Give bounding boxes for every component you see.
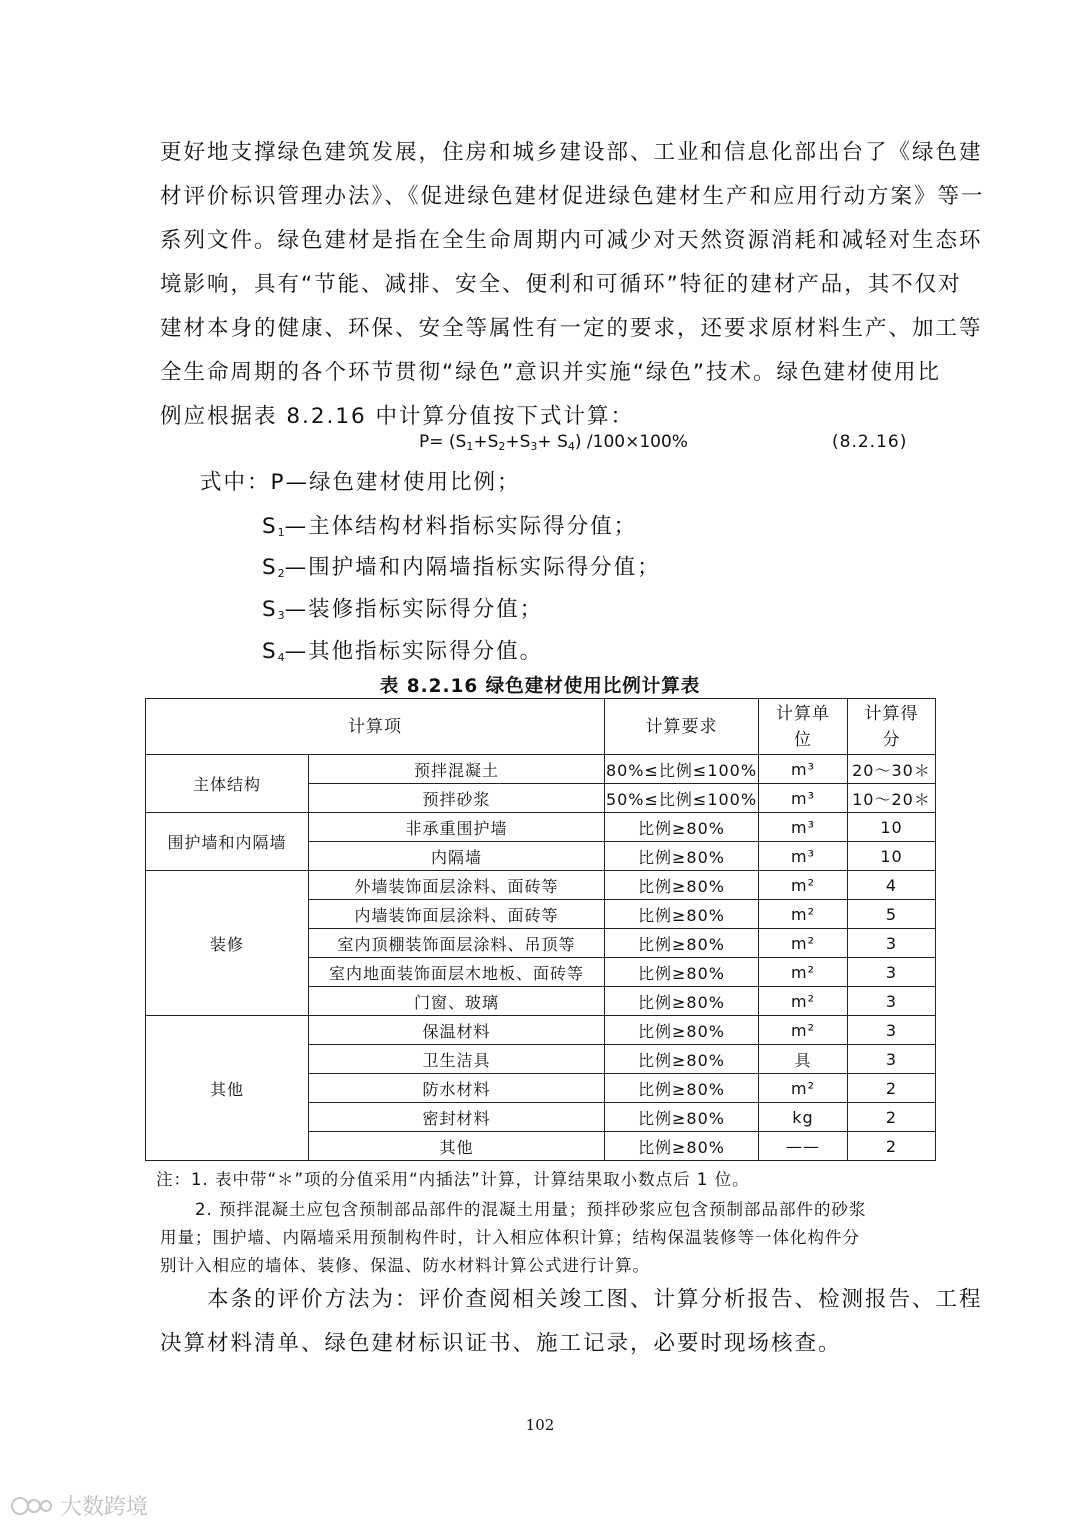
intro-line: 境影响，具有“节能、减排、安全、便利和可循环”特征的建材产品，其不仅对: [160, 272, 962, 297]
cell-item: 预拌砂浆: [309, 784, 605, 813]
cell-score: 20～30＊: [848, 755, 936, 784]
formula-row: [0, 428, 1080, 458]
cell-item: 外墙装饰面层涂料、面砖等: [309, 871, 605, 900]
definition-item: $S_4—$其他指标实际得分值。: [262, 639, 544, 664]
table-row: [146, 755, 936, 784]
table-header-row: [146, 699, 936, 755]
cell-unit: m³: [759, 842, 848, 871]
definition-item: $S_1—$主体结构材料指标实际得分值；: [262, 514, 638, 539]
cell-item: 门窗、玻璃: [309, 987, 605, 1016]
cell-requirement: 比例≥80%: [605, 1045, 759, 1074]
formula: $P= (S_1+S_2+S_3+ S_4)$ /100×100%: [419, 432, 688, 453]
cell-requirement: 比例≥80%: [605, 900, 759, 929]
header-requirement: 计算要求: [605, 699, 759, 755]
table-notes: [156, 1166, 936, 1280]
note-line: 2. 预拌混凝土应包含预制部品部件的混凝土用量；预拌砂浆应包含预制部品部件的砂浆: [160, 1200, 867, 1219]
cell-unit: m²: [759, 929, 848, 958]
cell-requirement: 比例≥80%: [605, 1103, 759, 1132]
cell-item: 室内地面装饰面层木地板、面砖等: [309, 958, 605, 987]
cell-item: 内墙装饰面层涂料、面砖等: [309, 900, 605, 929]
table-row: [146, 813, 936, 842]
note-line: 用量；围护墙、内隔墙采用预制构件时，计入相应体积计算；结构保温装修等一体化构件分: [160, 1228, 860, 1247]
cell-item: 非承重围护墙: [309, 813, 605, 842]
cell-score: 2: [848, 1132, 936, 1161]
intro-line: 更好地支撑绿色建筑发展，住房和城乡建设部、工业和信息化部出台了《绿色建: [160, 140, 983, 165]
cell-item: 保温材料: [309, 1016, 605, 1045]
closing-line: 决算材料清单、绿色建材标识证书、施工记录，必要时现场核查。: [160, 1331, 842, 1356]
group-name: 装修: [146, 871, 309, 1016]
intro-line: 例应根据表 8.2.16 中计算分值按下式计算：: [160, 404, 635, 429]
cell-requirement: 比例≥80%: [605, 987, 759, 1016]
cell-score: 10: [848, 842, 936, 871]
cell-unit: m³: [759, 784, 848, 813]
group-name: 主体结构: [146, 755, 309, 813]
cell-requirement: 50%≤比例≤100%: [605, 784, 759, 813]
page-number: 102: [525, 1416, 555, 1434]
note-line: 别计入相应的墙体、装修、保温、防水材料计算公式进行计算。: [160, 1256, 650, 1275]
header-unit: 计算单 位: [759, 699, 848, 755]
cell-requirement: 比例≥80%: [605, 958, 759, 987]
cell-score: 10: [848, 813, 936, 842]
cell-unit: kg: [759, 1103, 848, 1132]
cell-requirement: 比例≥80%: [605, 1132, 759, 1161]
cell-unit: m³: [759, 755, 848, 784]
cell-item: 密封材料: [309, 1103, 605, 1132]
cell-score: 2: [848, 1074, 936, 1103]
intro-line: 建材本身的健康、环保、安全等属性有一定的要求，还要求原材料生产、加工等: [160, 316, 983, 341]
definition-item: $S_2—$围护墙和内隔墙指标实际得分值；: [262, 555, 661, 580]
cell-unit: m²: [759, 1016, 848, 1045]
cell-item: 内隔墙: [309, 842, 605, 871]
cell-item: 防水材料: [309, 1074, 605, 1103]
cell-unit: m²: [759, 958, 848, 987]
cell-unit: m²: [759, 871, 848, 900]
cell-score: 2: [848, 1103, 936, 1132]
cell-unit: ——: [759, 1132, 848, 1161]
header-score: 计算得 分: [848, 699, 936, 755]
intro-line: 全生命周期的各个环节贯彻“绿色”意识并实施“绿色”技术。绿色建材使用比: [160, 360, 942, 385]
note-line: 注：1. 表中带“＊”项的分值采用“内插法”计算，计算结果取小数点后 1 位。: [156, 1170, 750, 1189]
watermark: [10, 1490, 148, 1521]
cell-unit: m²: [759, 900, 848, 929]
cell-unit: 具: [759, 1045, 848, 1074]
table-row: [146, 1016, 936, 1045]
group-name: 围护墙和内隔墙: [146, 813, 309, 871]
cell-score: 3: [848, 929, 936, 958]
cell-unit: m³: [759, 813, 848, 842]
cell-score: 5: [848, 900, 936, 929]
intro-line: 材评价标识管理办法》、《促进绿色建材促进绿色建材生产和应用行动方案》等一: [160, 184, 985, 209]
table-row: [146, 871, 936, 900]
formula-number: (8.2.16): [832, 432, 908, 452]
closing-line: 本条的评价方法为：评价查阅相关竣工图、计算分析报告、检测报告、工程: [160, 1287, 983, 1312]
cell-requirement: 比例≥80%: [605, 1074, 759, 1103]
cell-item: 室内顶棚装饰面层涂料、吊顶等: [309, 929, 605, 958]
closing-paragraph: [160, 1278, 983, 1366]
group-name: 其他: [146, 1016, 309, 1161]
cell-requirement: 80%≤比例≤100%: [605, 755, 759, 784]
cell-score: 10～20＊: [848, 784, 936, 813]
calculation-table: [145, 698, 936, 1161]
cell-score: 4: [848, 871, 936, 900]
cell-item: 预拌混凝土: [309, 755, 605, 784]
cell-score: 3: [848, 1045, 936, 1074]
watermark-text: 大数跨境: [60, 1495, 149, 1520]
intro-paragraph: [160, 131, 985, 439]
cell-unit: m²: [759, 1074, 848, 1103]
header-item: 计算项: [146, 699, 605, 755]
cell-item: 其他: [309, 1132, 605, 1161]
cell-requirement: 比例≥80%: [605, 871, 759, 900]
cell-requirement: 比例≥80%: [605, 842, 759, 871]
watermark-logo-icon: [10, 1494, 54, 1518]
cell-score: 3: [848, 958, 936, 987]
cell-unit: m²: [759, 987, 848, 1016]
definition-item: $S_3—$装修指标实际得分值；: [262, 597, 544, 622]
cell-requirement: 比例≥80%: [605, 813, 759, 842]
cell-requirement: 比例≥80%: [605, 1016, 759, 1045]
cell-score: 3: [848, 1016, 936, 1045]
intro-line: 系列文件。绿色建材是指在全生命周期内可减少对天然资源消耗和减轻对生态环: [160, 228, 983, 253]
definition-lead: 式中：P—绿色建材使用比例；: [200, 470, 521, 495]
table-caption: 表 8.2.16 绿色建材使用比例计算表: [379, 676, 701, 697]
cell-item: 卫生洁具: [309, 1045, 605, 1074]
cell-score: 3: [848, 987, 936, 1016]
cell-requirement: 比例≥80%: [605, 929, 759, 958]
